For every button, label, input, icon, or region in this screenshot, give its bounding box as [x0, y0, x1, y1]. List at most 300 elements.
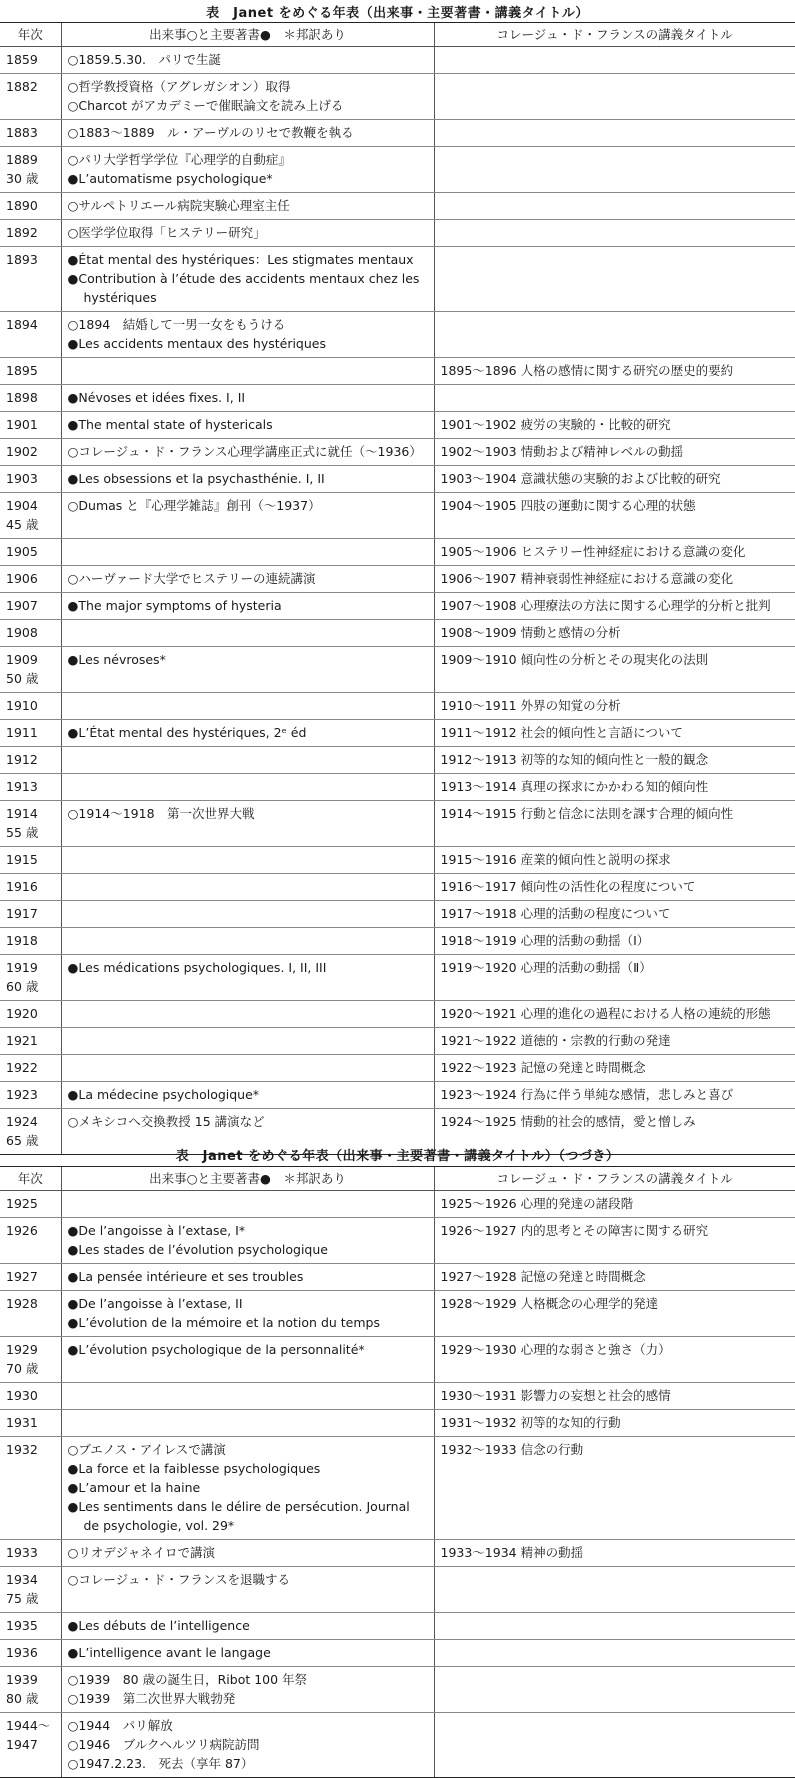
year-cell	[0, 1667, 61, 1713]
events-cell	[61, 147, 434, 193]
year-cell	[0, 801, 61, 847]
event-item: ○リオデジャネイロで講演	[67, 1545, 216, 1560]
events-cell	[61, 693, 434, 720]
lectures-cell	[434, 466, 795, 493]
year-cell	[0, 747, 61, 774]
table-row	[0, 847, 795, 874]
year-label: 1889	[6, 152, 38, 167]
lectures-cell	[434, 593, 795, 620]
events-cell	[61, 1383, 434, 1410]
lectures-cell	[434, 47, 795, 74]
year-cell	[0, 774, 61, 801]
event-item: ●Les accidents mentaux des hystériques	[67, 336, 326, 351]
year-cell	[0, 1337, 61, 1383]
events-cell	[61, 1055, 434, 1082]
table-row	[0, 312, 795, 358]
year-label: 1917	[6, 906, 38, 921]
lectures-cell	[434, 385, 795, 412]
year-label: 1901	[6, 417, 38, 432]
lectures-cell	[434, 1191, 795, 1218]
year-cell	[0, 193, 61, 220]
event-item: ○1947.2.23. 死去（享年 87）	[67, 1756, 254, 1771]
lectures-cell	[434, 493, 795, 539]
lectures-cell	[434, 1667, 795, 1713]
events-cell	[61, 312, 434, 358]
lectures-cell	[434, 539, 795, 566]
event-item: ●L’intelligence avant le langage	[67, 1645, 271, 1660]
events-cell	[61, 647, 434, 693]
year-cell	[0, 74, 61, 120]
event-item: ●La médecine psychologique*	[67, 1087, 260, 1102]
lectures-cell	[434, 439, 795, 466]
year-label: 65 歳	[6, 1133, 39, 1148]
event-item: ○メキシコへ交換教授 15 講演など	[67, 1114, 265, 1129]
lecture-title: 1931〜1932 初等的な知的行動	[440, 1415, 621, 1430]
lecture-title: 1920〜1921 心理的進化の過程における人格の連続的形態	[440, 1006, 771, 1021]
lecture-title: 1901〜1902 疲労の実験的・比較的研究	[440, 417, 671, 432]
table-row	[0, 1410, 795, 1437]
lectures-cell	[434, 412, 795, 439]
event-item: ●Les sentiments dans le délire de persécution. Journal de psychologie, vol. 29*	[67, 1499, 410, 1533]
table-row	[0, 1667, 795, 1713]
year-cell	[0, 220, 61, 247]
lecture-title: 1904〜1905 四肢の運動に関する心理的状態	[440, 498, 696, 513]
year-cell	[0, 1613, 61, 1640]
year-cell	[0, 47, 61, 74]
year-cell	[0, 1001, 61, 1028]
events-cell	[61, 593, 434, 620]
table-row	[0, 1082, 795, 1109]
year-cell	[0, 1055, 61, 1082]
year-cell	[0, 1028, 61, 1055]
year-cell	[0, 1540, 61, 1567]
event-item: ○1894 結婚して一男一女をもうける	[67, 317, 286, 332]
event-item: ○哲学教授資格（アグレガシオン）取得	[67, 79, 291, 94]
year-label: 1920	[6, 1006, 38, 1021]
event-item: ●The major symptoms of hysteria	[67, 598, 282, 613]
year-label: 80 歳	[6, 1691, 39, 1706]
lectures-cell	[434, 566, 795, 593]
year-label: 1925	[6, 1196, 38, 1211]
year-cell	[0, 1291, 61, 1337]
lectures-cell	[434, 1264, 795, 1291]
year-label: 1929	[6, 1342, 38, 1357]
lecture-title: 1917〜1918 心理的活動の程度について	[440, 906, 671, 921]
year-label: 1882	[6, 79, 38, 94]
year-label: 1931	[6, 1415, 38, 1430]
lecture-title: 1895〜1896 人格の感情に関する研究の歴史的要約	[440, 363, 734, 378]
lectures-cell	[434, 1437, 795, 1540]
year-cell	[0, 955, 61, 1001]
lectures-cell	[434, 955, 795, 1001]
lecture-title: 1927〜1928 記憶の発達と時間概念	[440, 1269, 646, 1284]
lecture-title: 1933〜1934 精神の動揺	[440, 1545, 584, 1560]
table-row	[0, 193, 795, 220]
lectures-cell	[434, 193, 795, 220]
event-item: ○1883〜1889 ル・アーヴルのリセで教鞭を執る	[67, 125, 354, 140]
event-item: ○1944 パリ解放	[67, 1718, 173, 1733]
year-cell	[0, 1191, 61, 1218]
lecture-title: 1902〜1903 情動および精神レベルの動揺	[440, 444, 684, 459]
year-label: 1918	[6, 933, 38, 948]
table-row	[0, 1613, 795, 1640]
lectures-cell	[434, 247, 795, 312]
year-cell	[0, 493, 61, 539]
events-cell	[61, 566, 434, 593]
table-row	[0, 693, 795, 720]
year-label: 1902	[6, 444, 38, 459]
event-item: ●Les débuts de l’intelligence	[67, 1618, 250, 1633]
table-row	[0, 539, 795, 566]
events-cell	[61, 385, 434, 412]
year-label: 1939	[6, 1672, 38, 1687]
events-cell	[61, 847, 434, 874]
year-cell	[0, 720, 61, 747]
events-cell	[61, 901, 434, 928]
year-label: 1909	[6, 652, 38, 667]
events-cell	[61, 493, 434, 539]
year-cell	[0, 874, 61, 901]
lecture-title: 1915〜1916 産業的傾向性と説明の探求	[440, 852, 671, 867]
year-cell	[0, 928, 61, 955]
event-item: ○1939 80 歳の誕生日，Ribot 100 年祭	[67, 1672, 308, 1687]
lecture-title: 1928〜1929 人格概念の心理学的発達	[440, 1296, 659, 1311]
lecture-title: 1926〜1927 内的思考とその障害に関する研究	[440, 1223, 709, 1238]
year-label: 1922	[6, 1060, 38, 1075]
event-item: ○サルペトリエール病院実験心理室主任	[67, 198, 290, 213]
year-label: 1859	[6, 52, 38, 67]
event-item: ●Contribution à l’étude des accidents mentaux chez les hystériques	[67, 271, 420, 305]
lecture-title: 1924〜1925 情動的社会的感情，愛と憎しみ	[440, 1114, 696, 1129]
header-lectures: コレージュ・ド・フランスの講義タイトル	[434, 23, 795, 47]
lecture-title: 1912〜1913 初等的な知的傾向性と一般的観念	[440, 752, 709, 767]
year-label: 1905	[6, 544, 38, 559]
year-cell	[0, 1567, 61, 1613]
year-label: 1935	[6, 1618, 38, 1633]
table-row	[0, 412, 795, 439]
table-row	[0, 358, 795, 385]
lectures-cell	[434, 220, 795, 247]
table-row	[0, 1055, 795, 1082]
year-label: 75 歳	[6, 1591, 39, 1606]
events-cell	[61, 74, 434, 120]
year-label: 1936	[6, 1645, 38, 1660]
event-item: ●L’amour et la haine	[67, 1480, 201, 1495]
lecture-title: 1922〜1923 記憶の発達と時間概念	[440, 1060, 646, 1075]
event-item: ●The mental state of hystericals	[67, 417, 273, 432]
year-label: 1947	[6, 1737, 38, 1752]
year-label: 1924	[6, 1114, 38, 1129]
events-cell	[61, 220, 434, 247]
year-label: 1883	[6, 125, 38, 140]
events-cell	[61, 928, 434, 955]
lectures-cell	[434, 1001, 795, 1028]
events-cell	[61, 747, 434, 774]
lectures-cell	[434, 74, 795, 120]
table-row	[0, 955, 795, 1001]
header-events: 出来事○と主要著書● ＊邦訳あり	[61, 1167, 434, 1191]
event-item: ○1859.5.30. パリで生誕	[67, 52, 221, 67]
table-row	[0, 620, 795, 647]
events-cell	[61, 1567, 434, 1613]
table-row	[0, 1218, 795, 1264]
header-year: 年次	[0, 1167, 61, 1191]
table-header-row	[0, 1167, 795, 1191]
table-row	[0, 1291, 795, 1337]
events-cell	[61, 1191, 434, 1218]
lecture-title: 1930〜1931 影響力の妄想と社会的感情	[440, 1388, 671, 1403]
year-label: 1919	[6, 960, 38, 975]
lectures-cell	[434, 1567, 795, 1613]
year-cell	[0, 1640, 61, 1667]
events-cell	[61, 358, 434, 385]
table-row	[0, 120, 795, 147]
table-row	[0, 439, 795, 466]
lectures-cell	[434, 693, 795, 720]
year-label: 1911	[6, 725, 38, 740]
year-cell	[0, 1437, 61, 1540]
table-header-row	[0, 23, 795, 47]
lectures-cell	[434, 358, 795, 385]
year-cell	[0, 147, 61, 193]
year-cell	[0, 1264, 61, 1291]
lectures-cell	[434, 312, 795, 358]
lecture-title: 1914〜1915 行動と信念に法則を課す合理的傾向性	[440, 806, 734, 821]
year-label: 1904	[6, 498, 38, 513]
table-row	[0, 566, 795, 593]
lectures-cell	[434, 147, 795, 193]
event-item: ○コレージュ・ド・フランス心理学講座正式に就任（〜1936）	[67, 444, 422, 459]
year-cell	[0, 1218, 61, 1264]
lecture-title: 1908〜1909 情動と感情の分析	[440, 625, 621, 640]
table-row	[0, 801, 795, 847]
lectures-cell	[434, 1640, 795, 1667]
lectures-cell	[434, 928, 795, 955]
lecture-title: 1909〜1910 傾向性の分析とその現実化の法則	[440, 652, 709, 667]
year-label: 70 歳	[6, 1361, 39, 1376]
table-title: 表 Janet をめぐる年表（出来事・主要著書・講義タイトル）	[206, 6, 589, 21]
table-row	[0, 47, 795, 74]
table-row	[0, 647, 795, 693]
lecture-title: 1916〜1917 傾向性の活性化の程度について	[440, 879, 696, 894]
events-cell	[61, 1218, 434, 1264]
year-label: 1906	[6, 571, 38, 586]
year-cell	[0, 847, 61, 874]
lectures-cell	[434, 1291, 795, 1337]
lecture-title: 1923〜1924 行為に伴う単純な感情，悲しみと喜び	[440, 1087, 734, 1102]
events-cell	[61, 1437, 434, 1540]
event-item: ○医学学位取得「ヒステリー研究」	[67, 225, 266, 240]
year-label: 45 歳	[6, 517, 39, 532]
table-title-continued: 表 Janet をめぐる年表（出来事・主要著書・講義タイトル）（つづき）	[175, 1149, 620, 1164]
event-item: ●État mental des hystériques：Les stigmates mentaux	[67, 252, 414, 267]
year-label: 1903	[6, 471, 38, 486]
table-row	[0, 1567, 795, 1613]
lecture-title: 1929〜1930 心理的な弱さと強さ（力）	[440, 1342, 671, 1357]
lecture-title: 1919〜1920 心理的活動の動揺（Ⅱ）	[440, 960, 652, 975]
events-cell	[61, 801, 434, 847]
table-row	[0, 466, 795, 493]
event-item: ○1914〜1918 第一次世界大戦	[67, 806, 255, 821]
table-row	[0, 1028, 795, 1055]
events-cell	[61, 193, 434, 220]
year-label: 60 歳	[6, 979, 39, 994]
table-row	[0, 147, 795, 193]
year-label: 1893	[6, 252, 38, 267]
table-row	[0, 493, 795, 539]
year-label: 1915	[6, 852, 38, 867]
events-cell	[61, 439, 434, 466]
year-cell	[0, 439, 61, 466]
year-label: 1926	[6, 1223, 38, 1238]
year-label: 1916	[6, 879, 38, 894]
events-cell	[61, 620, 434, 647]
table-row	[0, 720, 795, 747]
chronology-table-continued	[0, 1166, 795, 1778]
year-cell	[0, 593, 61, 620]
year-cell	[0, 358, 61, 385]
lectures-cell	[434, 1218, 795, 1264]
events-cell	[61, 720, 434, 747]
lectures-cell	[434, 647, 795, 693]
events-cell	[61, 1713, 434, 1778]
lecture-title: 1913〜1914 真理の探求にかかわる知的傾向性	[440, 779, 709, 794]
event-item: ○Charcot がアカデミーで催眠論文を読み上げる	[67, 98, 344, 113]
event-item: ○ハーヴァード大学でヒステリーの連続講演	[67, 571, 316, 586]
events-cell	[61, 1082, 434, 1109]
events-cell	[61, 1667, 434, 1713]
lectures-cell	[434, 1383, 795, 1410]
year-label: 1930	[6, 1388, 38, 1403]
year-cell	[0, 539, 61, 566]
year-label: 1932	[6, 1442, 38, 1457]
event-item: ●Les stades de l’évolution psychologique	[67, 1242, 328, 1257]
year-label: 1910	[6, 698, 38, 713]
lecture-title: 1910〜1911 外界の知覚の分析	[440, 698, 621, 713]
lecture-title: 1925〜1926 心理的発達の諸段階	[440, 1196, 634, 1211]
lectures-cell	[434, 1337, 795, 1383]
table-row	[0, 1383, 795, 1410]
lectures-cell	[434, 801, 795, 847]
event-item: ●De l’angoisse à l’extase, I*	[67, 1223, 246, 1238]
table-row	[0, 874, 795, 901]
event-item: ○1939 第二次世界大戦勃発	[67, 1691, 236, 1706]
events-cell	[61, 1540, 434, 1567]
lecture-title: 1932〜1933 信念の行動	[440, 1442, 584, 1457]
year-cell	[0, 412, 61, 439]
table-row	[0, 247, 795, 312]
lecture-title: 1921〜1922 道徳的・宗教的行動の発達	[440, 1033, 671, 1048]
year-cell	[0, 1410, 61, 1437]
year-label: 50 歳	[6, 671, 39, 686]
events-cell	[61, 1291, 434, 1337]
table-row	[0, 1713, 795, 1778]
header-year: 年次	[0, 23, 61, 47]
event-item: ●L’automatisme psychologique*	[67, 171, 273, 186]
event-item: ○ブエノス・アイレスで講演	[67, 1442, 226, 1457]
table-row	[0, 1264, 795, 1291]
table-row	[0, 901, 795, 928]
year-label: 1933	[6, 1545, 38, 1560]
year-label: 1914	[6, 806, 38, 821]
events-cell	[61, 412, 434, 439]
events-cell	[61, 874, 434, 901]
year-label: 1895	[6, 363, 38, 378]
year-label: 1927	[6, 1269, 38, 1284]
event-item: ●Les médications psychologiques. I, II, III	[67, 960, 327, 975]
events-cell	[61, 1001, 434, 1028]
event-item: ○Dumas と『心理学雑誌』創刊（〜1937）	[67, 498, 321, 513]
year-label: 55 歳	[6, 825, 39, 840]
table-row	[0, 1337, 795, 1383]
event-item: ●Les obsessions et la psychasthénie. I, II	[67, 471, 325, 486]
year-cell	[0, 120, 61, 147]
lecture-title: 1911〜1912 社会的傾向性と言語について	[440, 725, 683, 740]
year-cell	[0, 566, 61, 593]
header-events: 出来事○と主要著書● ＊邦訳あり	[61, 23, 434, 47]
year-cell	[0, 620, 61, 647]
table-row	[0, 774, 795, 801]
year-cell	[0, 647, 61, 693]
table-row	[0, 385, 795, 412]
lectures-cell	[434, 1028, 795, 1055]
table-row	[0, 747, 795, 774]
events-cell	[61, 1028, 434, 1055]
lectures-cell	[434, 1410, 795, 1437]
event-item: ●L’évolution psychologique de la personnalité*	[67, 1342, 365, 1357]
events-cell	[61, 955, 434, 1001]
lecture-title: 1918〜1919 心理的活動の動揺（Ⅰ）	[440, 933, 650, 948]
year-cell	[0, 466, 61, 493]
year-label: 1912	[6, 752, 38, 767]
table-row	[0, 593, 795, 620]
lectures-cell	[434, 1540, 795, 1567]
events-cell	[61, 1613, 434, 1640]
event-item: ●L’État mental des hystériques, 2ᵉ éd	[67, 725, 307, 740]
lectures-cell	[434, 1055, 795, 1082]
events-cell	[61, 774, 434, 801]
table-row	[0, 74, 795, 120]
year-cell	[0, 247, 61, 312]
lectures-cell	[434, 874, 795, 901]
event-item: ●Les névroses*	[67, 652, 166, 667]
year-label: 1894	[6, 317, 38, 332]
lectures-cell	[434, 1713, 795, 1778]
event-item: ○コレージュ・ド・フランスを退職する	[67, 1572, 291, 1587]
lectures-cell	[434, 774, 795, 801]
year-label: 1921	[6, 1033, 38, 1048]
events-cell	[61, 1264, 434, 1291]
event-item: ●L’évolution de la mémoire et la notion du temps	[67, 1315, 380, 1330]
table-row	[0, 1437, 795, 1540]
year-cell	[0, 1383, 61, 1410]
year-label: 1907	[6, 598, 38, 613]
year-label: 1923	[6, 1087, 38, 1102]
lecture-title: 1903〜1904 意識状態の実験的および比較的研究	[440, 471, 721, 486]
lectures-cell	[434, 1082, 795, 1109]
lectures-cell	[434, 1613, 795, 1640]
events-cell	[61, 1410, 434, 1437]
events-cell	[61, 247, 434, 312]
event-item: ●De l’angoisse à l’extase, II	[67, 1296, 243, 1311]
events-cell	[61, 47, 434, 74]
lectures-cell	[434, 847, 795, 874]
events-cell	[61, 539, 434, 566]
events-cell	[61, 120, 434, 147]
lectures-cell	[434, 747, 795, 774]
event-item: ○パリ大学哲学学位『心理学的自動症』	[67, 152, 291, 167]
table-row	[0, 1191, 795, 1218]
